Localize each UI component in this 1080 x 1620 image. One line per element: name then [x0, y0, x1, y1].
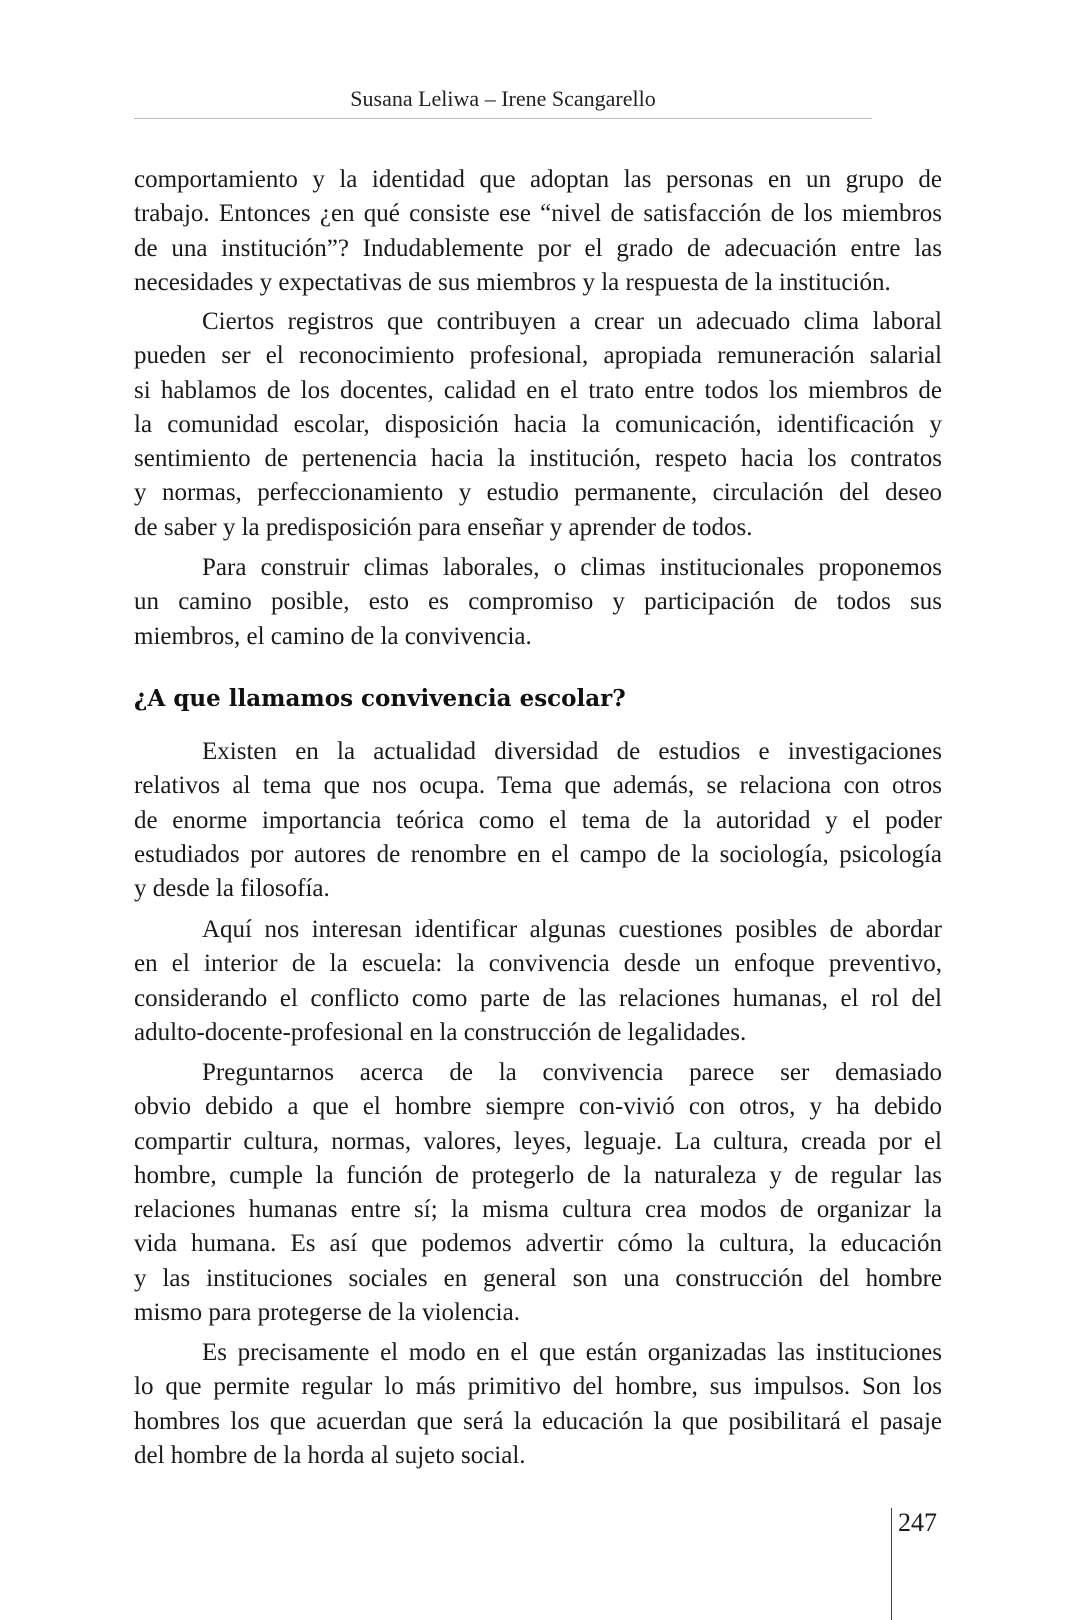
text-line: de una institución”? Indudablemente por el grado de adecuación entre las [134, 234, 942, 262]
page-number-bar [891, 1508, 892, 1620]
text-line: lo que permite regular lo más primitivo del hombre, sus impulsos. Son los [134, 1373, 942, 1401]
paragraph [134, 305, 942, 545]
text-line: considerando el conflicto como parte de las relaciones humanas, el rol del [134, 984, 942, 1012]
text-line: hombre, cumple la función de protegerlo de la naturaleza y de regular las [134, 1161, 942, 1189]
text-line: relativos al tema que nos ocupa. Tema que además, se relaciona con otros [134, 772, 942, 800]
text-line: hombres los que acuerdan que será la educación la que posibilitará el pasaje [134, 1407, 942, 1435]
running-head: Susana Leliwa – Irene Scangarello [350, 86, 656, 111]
paragraph [134, 551, 942, 654]
section-heading: ¿A que llamamos convivencia escolar? [134, 685, 626, 712]
text-line: Ciertos registros que contribuyen a crear un adecuado clima laboral [202, 308, 942, 335]
text-line: comportamiento y la identidad que adoptan las personas en un grupo de [134, 166, 942, 193]
text-line: miembros, el camino de la convivencia. [134, 622, 532, 650]
text-line: vida humana. Es así que podemos advertir cómo la cultura, la educación [134, 1230, 942, 1258]
paragraph [134, 1336, 942, 1473]
header-rule [134, 118, 872, 119]
text-line: pueden ser el reconocimiento profesional, apropiada remuneración salarial [134, 342, 942, 370]
text-line: de saber y la predisposición para enseñar y aprender de todos. [134, 513, 753, 541]
paragraph [134, 1056, 942, 1330]
text-line: y las instituciones sociales en general son una construcción del hombre [134, 1264, 942, 1292]
text-line: trabajo. Entonces ¿en qué consiste ese “nivel de satisfacción de los miembros [134, 200, 942, 228]
paragraph [134, 913, 942, 1050]
text-line: sentimiento de pertenencia hacia la institución, respeto hacia los contratos [134, 445, 942, 473]
text-line: Aquí nos interesan identificar algunas cuestiones posibles de abordar [202, 916, 942, 943]
text-line: mismo para protegerse de la violencia. [134, 1299, 520, 1327]
text-line: obvio debido a que el hombre siempre con-vivió con otros, y ha debido [134, 1093, 942, 1121]
paragraph [134, 735, 942, 906]
text-line: si hablamos de los docentes, calidad en el trato entre todos los miembros de [134, 376, 942, 404]
text-line: relaciones humanas entre sí; la misma cultura crea modos de organizar la [134, 1196, 942, 1224]
paragraph [134, 163, 942, 300]
text-line: Preguntarnos acerca de la convivencia parece ser demasiado [202, 1059, 942, 1086]
text-line: y desde la filosofía. [134, 875, 330, 903]
text-line: adulto-docente-profesional en la construcción de legalidades. [134, 1018, 747, 1046]
text-line: necesidades y expectativas de sus miembros y la respuesta de la institución. [134, 268, 891, 296]
text-line: Es precisamente el modo en el que están organizadas las instituciones [202, 1339, 942, 1366]
text-line: Para construir climas laborales, o climas institucionales proponemos [202, 554, 942, 581]
text-line: la comunidad escolar, disposición hacia la comunicación, identificación y [134, 410, 942, 438]
text-line: y normas, perfeccionamiento y estudio permanente, circulación del deseo [134, 479, 942, 507]
text-line: un camino posible, esto es compromiso y participación de todos sus [134, 588, 942, 616]
text-line: estudiados por autores de renombre en el campo de la sociología, psicología [134, 840, 942, 868]
text-line: de enorme importancia teórica como el tema de la autoridad y el poder [134, 806, 942, 834]
text-line: del hombre de la horda al sujeto social. [134, 1441, 526, 1469]
text-line: compartir cultura, normas, valores, leyes, leguaje. La cultura, creada por el [134, 1127, 942, 1155]
text-line: en el interior de la escuela: la convivencia desde un enfoque preventivo, [134, 950, 942, 978]
page-number: 247 [898, 1508, 937, 1537]
text-line: Existen en la actualidad diversidad de estudios e investigaciones [202, 738, 942, 765]
